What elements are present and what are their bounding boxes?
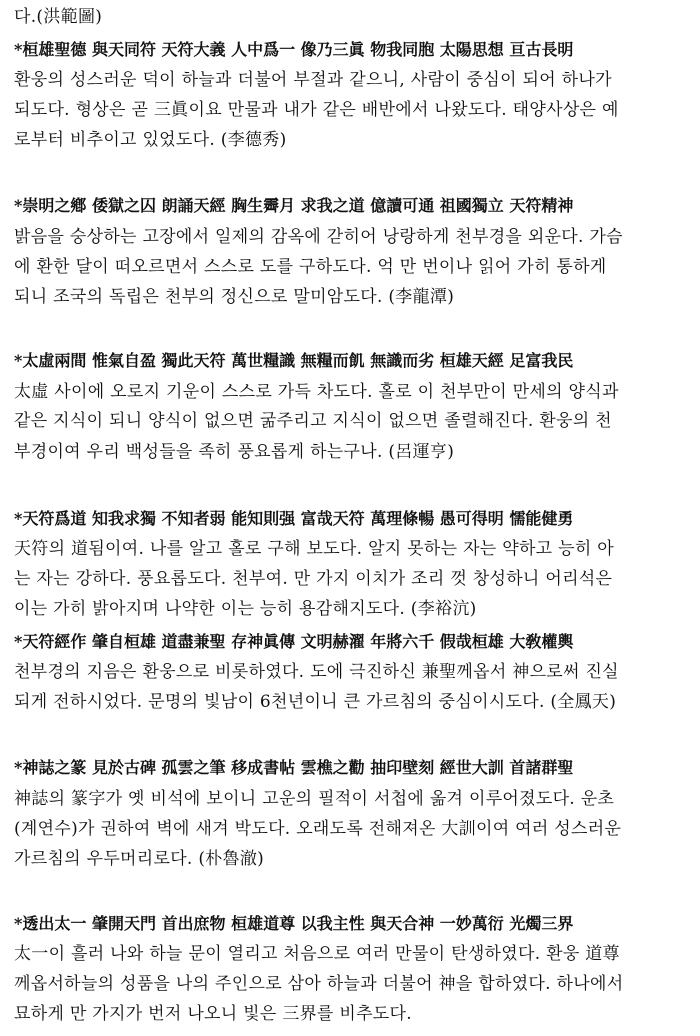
- verse-hanja-7: *透出太一 肇開天門 首出庶物 桓雄道尊 以我主性 與天合神 一妙萬衍 光燭三界: [14, 914, 574, 933]
- verse-korean-6-line-2: (계연수)가 권하여 벽에 새겨 박도다. 오래도록 전해져온 大訓이여 여러 성스러운: [14, 819, 622, 839]
- verse-korean-1-line-2: 되도다. 형상은 곧 三眞이요 만물과 내가 같은 배반에서 나왔도다. 태양사상은 예: [14, 100, 619, 120]
- verse-korean-3-line-3: 부경이여 우리 백성들을 족히 풍요롭게 하는구나. (呂運亨): [14, 442, 455, 462]
- verse-korean-4-line-2: 는 자는 강하다. 풍요롭도다. 천부여. 만 가지 이치가 조리 껏 창성하니 어리석은: [14, 569, 613, 589]
- verse-korean-3-line-2: 같은 지식이 되니 양식이 없으면 굶주리고 지식이 없으면 졸렬해진다. 환웅의 천: [14, 411, 612, 431]
- verse-korean-7-line-2: 께옵서하늘의 성품을 나의 주인으로 삼아 하늘과 더불어 神을 합하였다. 하나에서: [14, 974, 624, 994]
- verse-hanja-3: *太虛兩間 惟氣自盈 獨此天符 萬世糧識 無糧而飢 無識而劣 桓雄天經 足富我民: [14, 351, 574, 370]
- verse-hanja-6: *神誌之篆 見於古碑 孤雲之筆 移成書帖 雲樵之勸 抽印壁刻 經世大訓 首諸群聖: [14, 758, 574, 777]
- verse-korean-7-line-1: 太一이 흘러 나와 하늘 문이 열리고 처음으로 여러 만물이 탄생하였다. 환웅 道尊: [14, 944, 620, 964]
- header-line: 다.(洪範圖): [14, 7, 103, 27]
- verse-korean-4-line-3: 이는 가히 밝아지며 나약한 이는 능히 용감해지도다. (李裕沆): [14, 599, 477, 619]
- verse-korean-5-line-1: 천부경의 지음은 환웅으로 비롯하였다. 도에 극진하신 兼聖께옵서 神으로써 진실: [14, 662, 619, 682]
- verse-korean-2-line-2: 에 환한 달이 떠오르면서 스스로 도를 구하도다. 억 만 번이나 읽어 가히 통하게: [14, 257, 607, 277]
- verse-korean-2-line-3: 되니 조국의 독립은 천부의 정신으로 말미암도다. (李龍潭): [14, 287, 455, 307]
- verse-korean-7-line-3: 묘하게 만 가지가 번저 나오니 빛은 三界를 비추도다.: [14, 1004, 412, 1024]
- verse-korean-4-line-1: 天符의 道됨이여. 나를 알고 홀로 구해 보도다. 알지 못하는 자는 약하고 능히 아: [14, 539, 614, 559]
- verse-korean-6-line-1: 神誌의 篆字가 옛 비석에 보이니 고운의 필적이 서첩에 옮겨 이루어졌도다. 운초: [14, 789, 615, 809]
- verse-hanja-2: *崇明之鄕 倭獄之囚 朗誦天經 胸生霽月 求我之道 億讀可通 祖國獨立 天符精神: [14, 196, 574, 215]
- verse-hanja-4: *天符爲道 知我求獨 不知者弱 能知則强 富哉天符 萬理條暢 愚可得明 懦能健勇: [14, 509, 574, 528]
- verse-hanja-1: *桓雄聖德 與天同符 天符大義 人中爲一 像乃三眞 物我同胞 太陽思想 亘古長明: [14, 40, 574, 59]
- verse-korean-6-line-3: 가르침의 우두머리로다. (朴魯澈): [14, 849, 265, 869]
- verse-korean-1-line-1: 환웅의 성스러운 덕이 하늘과 더불어 부절과 같으니, 사람이 중심이 되어 하나가: [14, 70, 612, 90]
- verse-korean-1-line-3: 로부터 비추이고 있었도다. (李德秀): [14, 130, 287, 150]
- verse-korean-2-line-1: 밝음을 숭상하는 고장에서 일제의 감옥에 갇히어 낭랑하게 천부경을 외운다. 가슴: [14, 227, 623, 247]
- verse-korean-3-line-1: 太虛 사이에 오로지 기운이 스스로 가득 차도다. 홀로 이 천부만이 만세의 양식과: [14, 382, 619, 402]
- verse-hanja-5: *天符經作 肇自桓雄 道盡兼聖 存神眞傳 文明赫濯 年將六千 假哉桓雄 大敎權輿: [14, 632, 574, 651]
- verse-korean-5-line-2: 되게 전하시었다. 문명의 빛남이 6천년이니 큰 가르침의 중심이시도다. (全鳳天): [14, 692, 617, 712]
